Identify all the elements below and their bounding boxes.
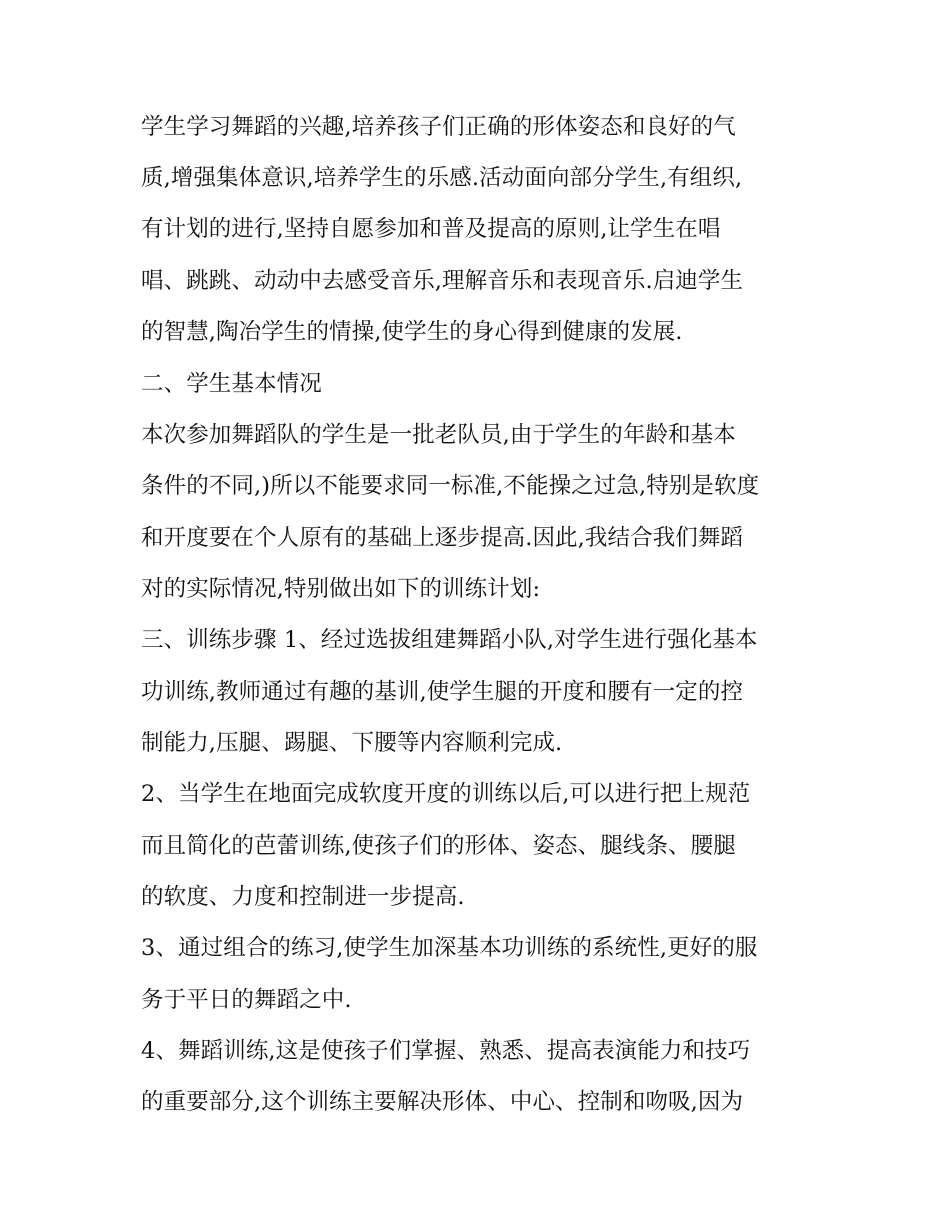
text-line: 对的实际情况,特别做出如下的训练计划: [141,576,541,602]
text-line: 本次参加舞蹈队的学生是一批老队员,由于学生的年龄和基本 [141,422,736,448]
text-line: 学生学习舞蹈的兴趣,培养孩子们正确的形体姿态和良好的气 [141,114,736,140]
text-line: 质,增强集体意识,培养学生的乐感.活动面向部分学生,有组织, [141,165,743,191]
text-line: 4、舞蹈训练,这是使孩子们掌握、熟悉、提高表演能力和技巧 [141,1038,751,1064]
text-line: 3、通过组合的练习,使学生加深基本功训练的系统性,更好的服 [141,935,758,961]
text-line: 制能力,压腿、踢腿、下腰等内容顺利完成. [141,730,563,756]
text-line: 的重要部分,这个训练主要解决形体、中心、控制和吻吸,因为 [141,1089,744,1115]
text-line: 和开度要在个人原有的基础上逐步提高.因此,我结合我们舞蹈 [141,525,744,551]
section-heading: 二、学生基本情况 [141,371,322,397]
section-heading: 三、训练步骤 1、经过选拔组建舞蹈小队,对学生进行强化基本 [141,627,758,653]
text-line: 条件的不同,)所以不能要求同一标准,不能操之过急,特别是软度 [141,473,760,499]
text-line: 唱、跳跳、动动中去感受音乐,理解音乐和表现音乐.启迪学生 [141,268,744,294]
text-line: 的软度、力度和控制进一步提高. [141,884,465,910]
text-line: 而且简化的芭蕾训练,使孩子们的形体、姿态、腿线条、腰腿 [141,833,736,859]
text-line: 有计划的进行,坚持自愿参加和普及提高的原则,让学生在唱 [141,216,721,242]
text-line: 2、当学生在地面完成软度开度的训练以后,可以进行把上规范 [141,781,751,807]
text-line: 的智慧,陶冶学生的情操,使学生的身心得到健康的发展. [141,319,683,345]
text-line: 务于平日的舞蹈之中. [141,987,352,1013]
text-line: 功训练,教师通过有趣的基训,使学生腿的开度和腰有一定的控 [141,679,744,705]
